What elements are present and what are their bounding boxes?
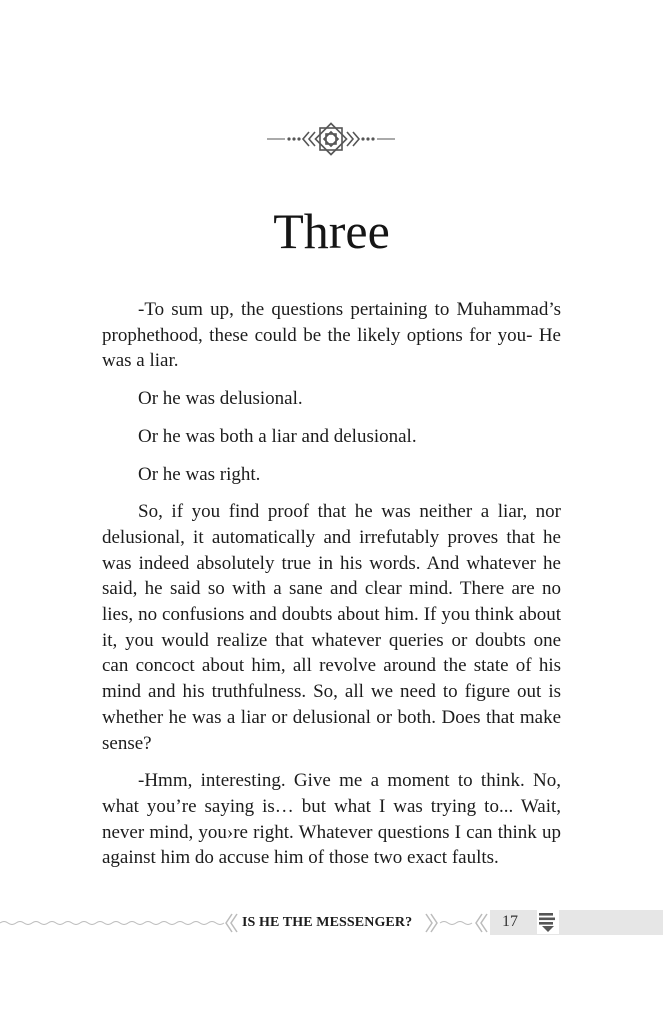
chapter-ornament-icon bbox=[265, 120, 397, 158]
paragraph: So, if you find proof that he was neither a liar, nor delusional, it automatically and irrefutably proves that he was indeed absolutely true in his words. And whatever he said, he said so with a sane and clear mind. There are no lies, no confusions and doubts about him. If you think about it, you would realize that whatever queries or doubts one can concoct about him, all revolve around the state of his mind and his truthfulness. So, all we need to figure out is whether he was a liar or delusional or both. Does that make sense? bbox=[102, 501, 561, 754]
paragraph: Or he was delusional. bbox=[138, 388, 303, 410]
bookmark-arrow-icon bbox=[537, 910, 559, 934]
body-text bbox=[102, 297, 561, 871]
paragraph: Or he was right. bbox=[138, 463, 261, 485]
paragraph: -Hmm, interesting. Give me a moment to think. No, what you’re saying is… but what I was trying to... Wait, never mind, you›re right. Whatever questions I can think up against him do accuse him of those two exact faults. bbox=[102, 770, 561, 869]
page-number: 17 bbox=[502, 913, 518, 930]
paragraph: Or he was both a liar and delusional. bbox=[138, 425, 417, 447]
running-title: IS HE THE MESSENGER? bbox=[242, 915, 413, 930]
chapter-title: Three bbox=[273, 203, 390, 259]
paragraph: -To sum up, the questions pertaining to Muhammad’s prophethood, these could be the likely options for you- He was a liar. bbox=[102, 299, 561, 372]
